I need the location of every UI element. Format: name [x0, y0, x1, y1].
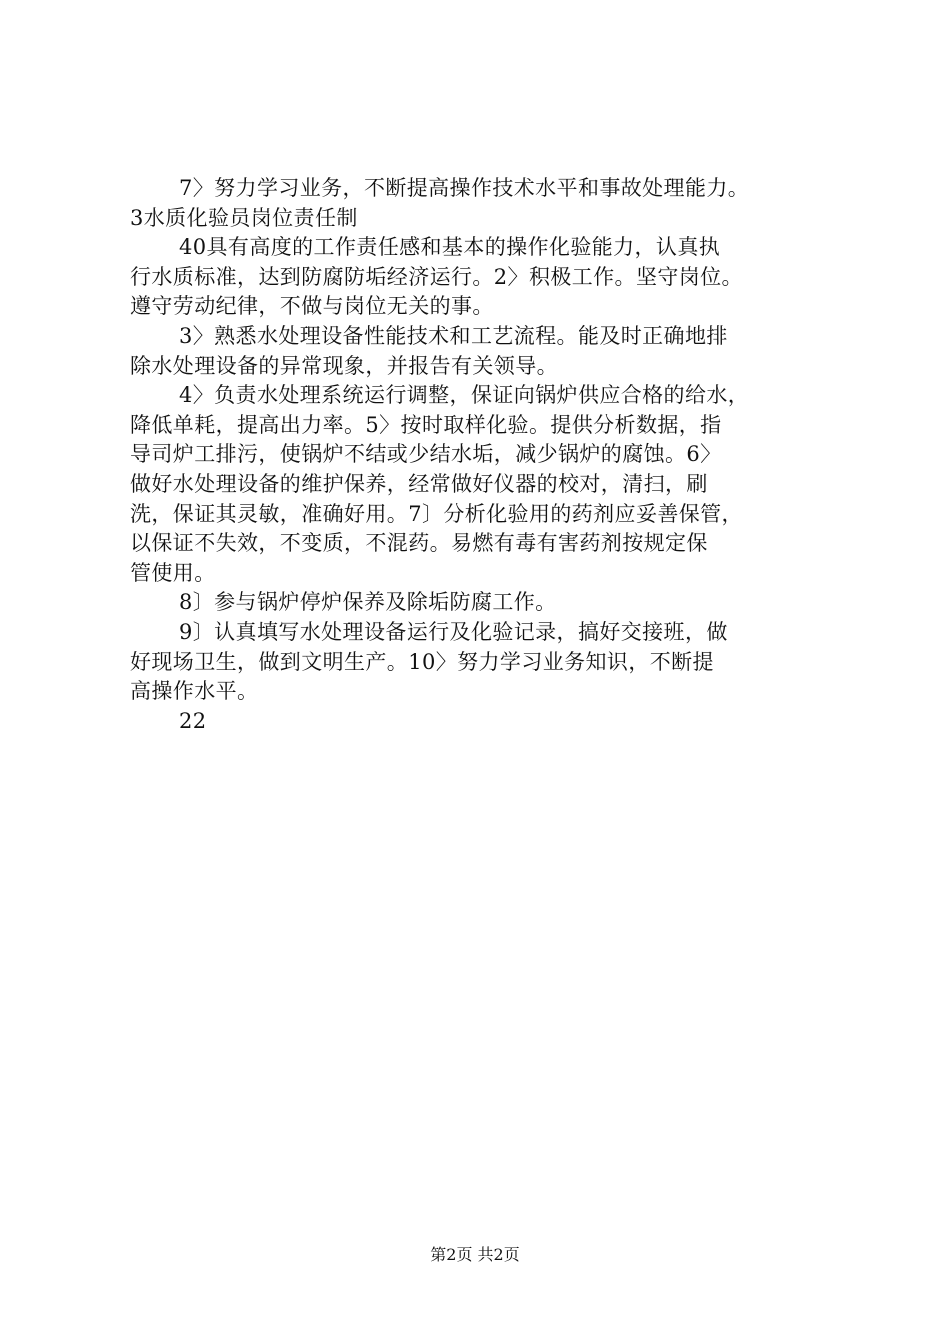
- paragraph-line: 3〉熟悉水处理设备性能技术和工艺流程。能及时正确地排: [179, 323, 728, 348]
- document-body: [130, 174, 840, 736]
- section-heading: 3水质化验员岗位责任制: [130, 205, 358, 230]
- paragraph-line: 洗，保证其灵敏，准确好用。7〕分析化验用的药剂应妥善保管，: [130, 501, 743, 526]
- paragraph-line: 7〉努力学习业务，不断提高操作技术水平和事故处理能力。: [179, 176, 750, 200]
- paragraph-line: 导司炉工排污，使锅炉不结或少结水垢，减少锅炉的腐蚀。6〉: [130, 442, 722, 467]
- paragraph-line: 管使用。: [130, 560, 216, 585]
- paragraph-line: 9〕认真填写水处理设备运行及化验记录，搞好交接班，做: [179, 619, 728, 644]
- paragraph-line: 40具有高度的工作责任感和基本的操作化验能力，认真执: [179, 235, 721, 260]
- paragraph-line: 高操作水平。: [130, 679, 259, 704]
- page-number-footer: 第2页 共2页: [430, 1245, 520, 1264]
- paragraph-line: 遵守劳动纪律，不做与岗位无关的事。: [130, 294, 494, 319]
- paragraph-line: 好现场卫生，做到文明生产。10〉努力学习业务知识，不断提: [130, 649, 714, 674]
- paragraph-line: 降低单耗，提高出力率。5〉按时取样化验。提供分析数据，指: [130, 412, 722, 437]
- paragraph-line: 除水处理设备的异常现象，并报告有关领导。: [130, 353, 558, 378]
- paragraph-line: 22: [179, 708, 207, 733]
- paragraph-line: 4〉负责水处理系统运行调整，保证向锅炉供应合格的给水，: [179, 383, 750, 408]
- paragraph-line: 做好水处理设备的维护保养，经常做好仪器的校对，清扫，刷: [130, 471, 708, 496]
- paragraph-line: 以保证不失效，不变质，不混药。易燃有毒有害药剂按规定保: [130, 531, 708, 556]
- paragraph-line: 8〕参与锅炉停炉保养及除垢防腐工作。: [179, 590, 557, 615]
- paragraph-line: 行水质标准，达到防腐防垢经济运行。2〉积极工作。坚守岗位。: [130, 264, 743, 289]
